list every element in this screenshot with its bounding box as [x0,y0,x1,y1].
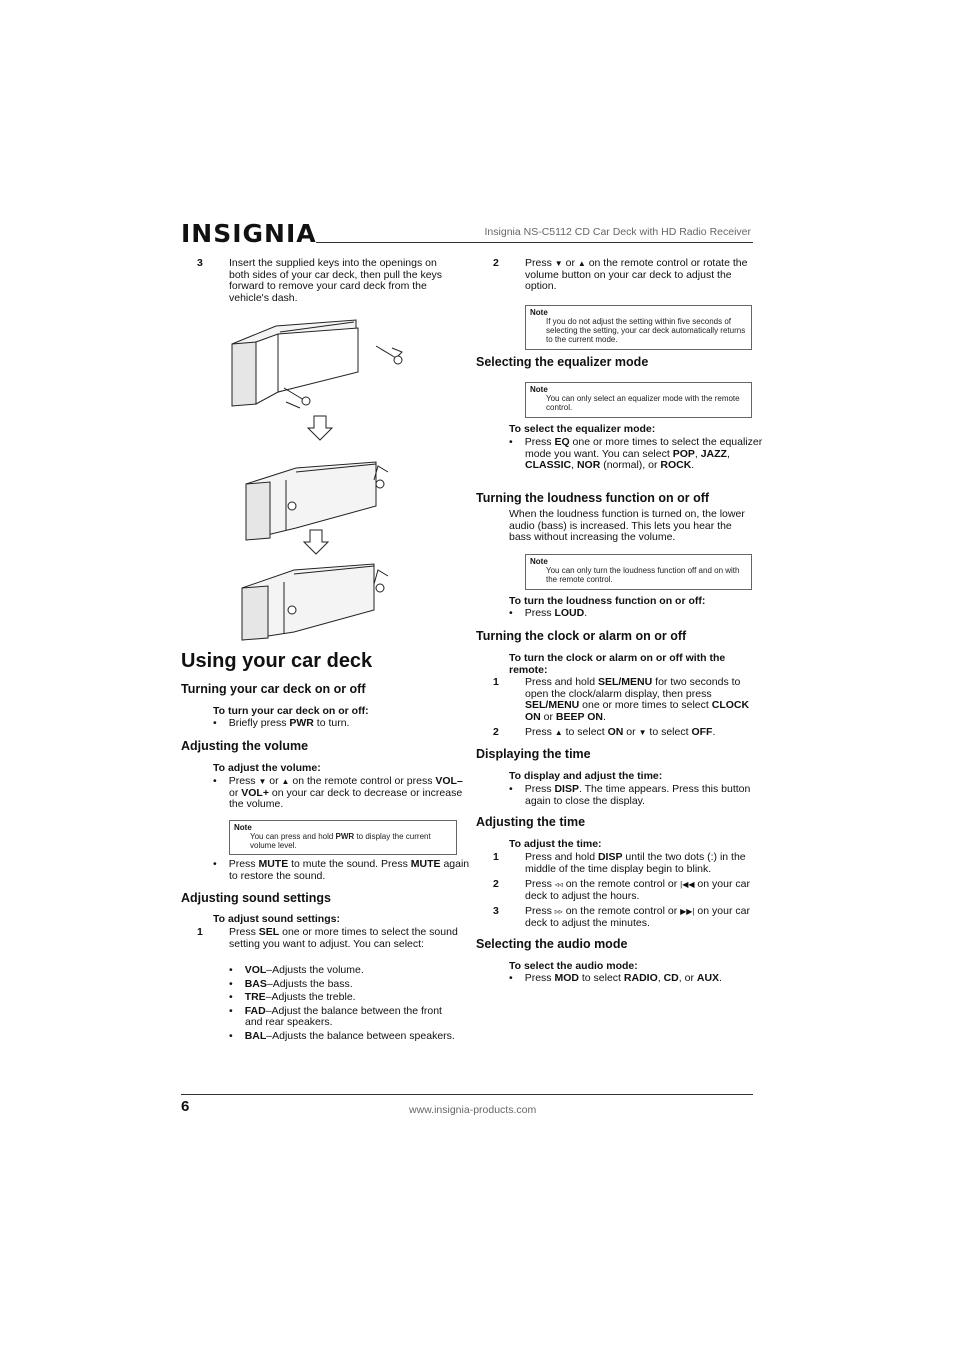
footer-url[interactable]: www.insignia-products.com [409,1104,537,1116]
header-rule [316,242,753,243]
down-arrow-icon: ▼ [638,728,647,737]
list-item: • VOL–Adjusts the volume. [229,964,364,976]
eq-heading: Selecting the equalizer mode [476,355,649,369]
footer-rule [181,1094,753,1095]
up-arrow-icon: ▲ [281,777,290,786]
loudness-heading: Turning the loudness function on or off [476,491,710,505]
down-arrow-icon: ▼ [258,777,267,786]
volume-sub: To adjust the volume: [213,762,321,774]
turn-on-bullet: • Briefly press PWR to turn. [213,717,350,729]
adjust-time-heading: Adjusting the time [476,815,586,829]
loudness-note-text: You can only turn the loudness function off and on with the remote control. [546,566,740,584]
audio-mode-sub: To select the audio mode: [509,960,638,972]
loudness-text: When the loudness function is turned on, the lower audio (bass) is increased. This lets you hear the bass without increasing the volume. [509,508,745,543]
adjust-time-step-2: 2 Press ◃◃ on the remote control or |◀◀ on your car deck to adjust the hours. [493,878,750,902]
skip-forward-icon: ▶▶| [680,907,695,916]
list-item: • BAS–Adjusts the bass. [229,977,353,990]
step-3: 3 Insert the supplied keys into the openings on both sides of your car deck, then pull the keys forward to remove your card deck from the vehicle's dash. [197,257,443,304]
eq-sub: To select the equalizer mode: [509,423,656,435]
loudness-note: Note You can only turn the loudness function off and on with the remote control. [525,554,752,590]
loudness-sub: To turn the loudness function on or off: [509,595,706,607]
volume-note: Note You can press and hold PWR to display the current volume level. [229,820,457,855]
note-timeout-text: If you do not adjust the setting within five seconds of selecting the setting, your car deck automatically returns to the current mode. [546,317,746,344]
adjust-time-step-3: 3 Press ▹▹ on the remote control or ▶▶| on your car deck to adjust the minutes. [493,905,750,929]
adjust-time-sub: To adjust the time: [509,838,602,850]
eq-note: Note You can only select an equalizer mode with the remote control. [525,382,752,418]
volume-bullet-2: • Press MUTE to mute the sound. Press MUTE again to restore the sound. [213,858,470,882]
step-2: 2 Press ▼ or ▲ on the remote control or rotate the volume button on your car deck to adjust the option. [493,257,748,292]
adjust-time-step-1: 1 Press and hold DISP until the two dots (:) in the middle of the time display begin to blink. [493,851,746,875]
up-arrow-icon: ▲ [577,259,586,268]
clock-step-2: 2 Press ▲ to select ON or ▼ to select OFF. [493,726,716,738]
fast-forward-icon: ▹▹ [554,907,563,916]
volume-heading: Adjusting the volume [181,739,309,753]
audio-mode-bullet: • Press MOD to select RADIO, CD, or AUX. [509,972,722,984]
section-title: Using your car deck [181,650,373,672]
insignia-logo [181,219,317,248]
display-time-heading: Displaying the time [476,747,591,761]
skip-back-icon: |◀◀ [680,880,695,889]
list-item: • FAD–Adjust the balance between the front and rear speakers. [229,1004,442,1028]
list-item: • BAL–Adjusts the balance between speakers. [229,1029,455,1042]
list-item: • TRE–Adjusts the treble. [229,991,356,1003]
loudness-bullet: • Press LOUD. [509,607,588,619]
display-time-sub: To display and adjust the time: [509,770,663,782]
sound-heading: Adjusting sound settings [181,891,331,905]
sound-step-1: 1 Press SEL one or more times to select the sound setting you want to adjust. You can select: [197,926,458,950]
volume-note-text: You can press and hold PWR to display the current volume level. [250,832,431,850]
turn-on-sub: To turn your car deck on or off: [213,705,369,717]
clock-sub: To turn the clock or alarm on or off with the remote: [509,652,726,676]
eq-bullet: • Press EQ one or more times to select the equalizer mode you want. You can select POP, JAZZ, CLASSIC, NOR (normal), or ROCK. [509,436,763,471]
step-3-text: Insert the supplied keys into the openings on both sides of your car deck, then pull the keys forward to remove your card deck from the vehicle's dash. [229,257,443,304]
car-deck-removal-illustration [226,308,416,648]
up-arrow-icon: ▲ [554,728,563,737]
audio-mode-heading: Selecting the audio mode [476,937,628,951]
display-time-bullet: • Press DISP. The time appears. Press this button again to close the display. [509,783,751,807]
eq-note-text: You can only select an equalizer mode with the remote control. [546,394,740,412]
down-arrow-icon: ▼ [554,259,563,268]
sound-settings-list [229,965,459,1042]
note-timeout: Note If you do not adjust the setting within five seconds of selecting the setting, your car deck automatically returns to the current mode. [525,305,752,350]
header-title: Insignia NS-C5112 CD Car Deck with HD Radio Receiver [484,226,751,238]
page-number: 6 [181,1098,190,1115]
rewind-icon: ◃◃ [554,880,563,889]
volume-bullet-1: • Press ▼ or ▲ on the remote control or press VOL– or VOL+ on your car deck to decrease or increase the volume. [213,775,463,810]
turn-on-heading: Turning your car deck on or off [181,682,366,696]
clock-step-1: 1 Press and hold SEL/MENU for two seconds to open the clock/alarm display, then press SEL/MENU one or more times to select CLOCK ON or BEEP ON. [493,676,750,723]
logo-text: INSIGNIA [181,219,317,248]
clock-heading: Turning the clock or alarm on or off [476,629,687,643]
sound-sub: To adjust sound settings: [213,913,340,925]
